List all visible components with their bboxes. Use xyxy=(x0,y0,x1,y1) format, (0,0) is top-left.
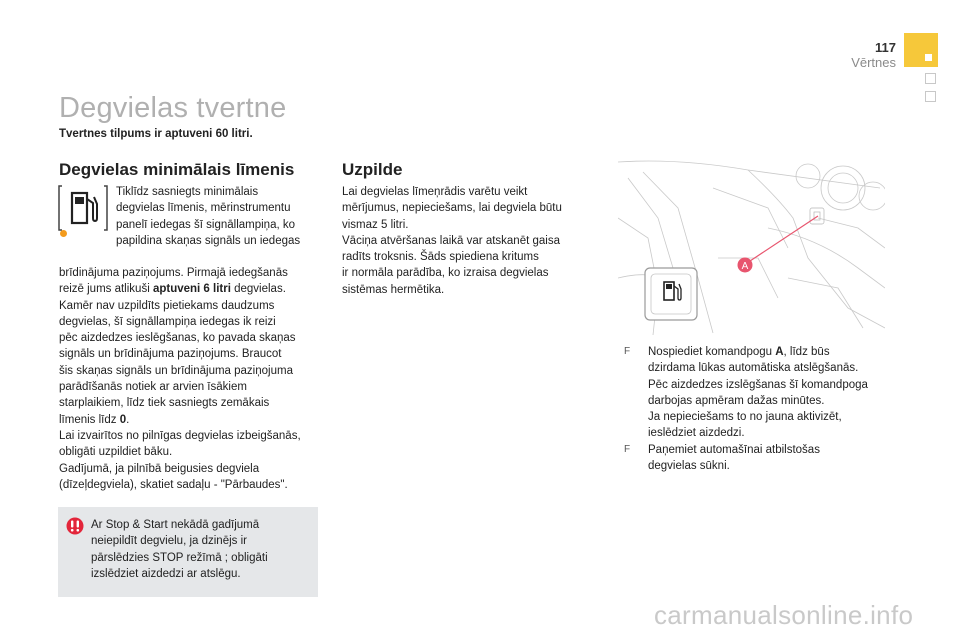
refuel-heading: Uzpilde xyxy=(342,160,403,179)
text-line: signāls un brīdinājuma paziņojums. Braucot xyxy=(59,348,282,361)
text-line: radīts troksnis. Šāds spiediena kritums xyxy=(342,251,539,264)
text-line: papildina skaņas signāls un iedegas xyxy=(116,234,301,247)
text-line: (dīzeļdegviela), skatiet sadaļu - "Pārbaudes". xyxy=(59,478,288,491)
text-line: Vāciņa atvēršanas laikā var atskanēt gaisa xyxy=(342,234,560,247)
dashboard-illustration xyxy=(618,158,885,335)
text-line: pēc aizdedzes ieslēgšanas, ko pavada skaņas xyxy=(59,332,296,345)
callout-label: A xyxy=(741,261,749,272)
text-line: Ja nepieciešams to no jauna aktivizēt, xyxy=(648,411,842,424)
bullet-marker: F xyxy=(624,443,631,455)
step-item xyxy=(622,344,892,442)
text-line: sistēmas hermētika. xyxy=(342,283,445,296)
text-span: . xyxy=(126,413,130,426)
text-line: degvielas, šī signāllampiņa iedegas ik reizi xyxy=(59,315,276,328)
text-line: izslēdziet aizdedzi ar atslēgu. xyxy=(91,567,241,580)
text-span: degvielas. xyxy=(230,283,286,296)
text-line: brīdinājuma paziņojums. Pirmajā iedegšanās xyxy=(59,267,288,279)
step-item xyxy=(622,442,892,475)
reserve-amount: aptuveni 6 litri xyxy=(152,283,231,296)
text-line: starplaikiem, līdz tiek sasniegts zemākais xyxy=(59,397,270,410)
warning-text xyxy=(91,517,306,582)
text-line: obligāti uzpildiet bāku. xyxy=(59,446,173,459)
text-line xyxy=(648,344,892,360)
text-line: darbojas apmēram dažas minūtes. xyxy=(648,394,825,407)
section-label: Vērtnes xyxy=(851,55,896,70)
text-line xyxy=(59,281,321,297)
text-line: ir normāla parādība, ko izraisa degvielas xyxy=(342,267,549,280)
text-span: , līdz būs xyxy=(783,346,830,358)
text-span: līmenis līdz xyxy=(59,413,120,426)
text-line: pārslēdzies STOP režīmā ; obligāti xyxy=(91,551,268,564)
tab-dot xyxy=(925,54,932,61)
text-line: vismaz 5 litri. xyxy=(342,218,409,231)
zero-level: 0 xyxy=(119,413,127,426)
text-line: dzirdama lūkas automātiska atslēgšanās. xyxy=(648,362,859,375)
text-line: Paņemiet automašīnai atbilstošas xyxy=(648,443,820,456)
text-span: Nospiediet komandpogu xyxy=(648,346,776,358)
text-line: Tiklīdz sasniegts minimālais xyxy=(116,186,259,198)
text-line: degvielas līmenis, mērinstrumentu xyxy=(116,202,291,215)
min-level-intro xyxy=(116,184,316,249)
fuel-pump-icon xyxy=(58,185,108,231)
text-line: šis skaņas signāls un brīdinājuma paziņojuma xyxy=(59,364,293,377)
text-line xyxy=(59,412,321,428)
instruction-steps xyxy=(622,344,892,474)
page-title: Degvielas tvertne xyxy=(59,92,287,124)
text-line: Ar Stop & Start nekādā gadījumā xyxy=(91,519,260,531)
text-span: reizē jums atlikuši xyxy=(59,283,153,296)
text-line: mērījumus, nepieciešams, lai degviela būtu xyxy=(342,202,562,215)
section-tab[interactable] xyxy=(925,91,936,102)
text-line: ieslēdziet aizdedzi. xyxy=(648,427,745,440)
refuel-body xyxy=(342,184,582,298)
warning-note xyxy=(58,507,318,597)
text-line: Pēc aizdedzes izslēgšanas šī komandpoga xyxy=(648,378,868,391)
text-line: panelī iedegas šī signāllampiņa, ko xyxy=(116,218,296,231)
text-line: Lai izvairītos no pilnīgas degvielas izbeigšanās, xyxy=(59,429,301,442)
watermark: carmanualsonline.info xyxy=(654,600,914,630)
section-tab-active[interactable] xyxy=(904,33,938,67)
text-line: neiepildīt degvielu, ja dzinējs ir xyxy=(91,535,247,548)
text-line: degvielas sūkni. xyxy=(648,460,730,473)
page-number: 117 xyxy=(875,40,896,55)
page-subtitle: Tvertnes tilpums ir aptuveni 60 litri. xyxy=(59,128,253,140)
warning-icon xyxy=(66,517,84,535)
indicator-dot xyxy=(60,230,67,237)
bullet-marker: F xyxy=(624,346,631,357)
min-level-body xyxy=(59,265,321,493)
text-line: Kamēr nav uzpildīts pietiekams daudzums xyxy=(59,299,275,312)
section-tab[interactable] xyxy=(925,73,936,84)
text-line: Gadījumā, ja pilnībā beigusies degviela xyxy=(59,462,260,475)
text-line: Lai degvielas līmeņrādis varētu veikt xyxy=(342,186,528,198)
button-ref: A xyxy=(775,346,784,358)
min-level-heading: Degvielas minimālais līmenis xyxy=(59,160,295,179)
text-line: parādīšanās notiek ar arvien īsākiem xyxy=(59,381,247,394)
